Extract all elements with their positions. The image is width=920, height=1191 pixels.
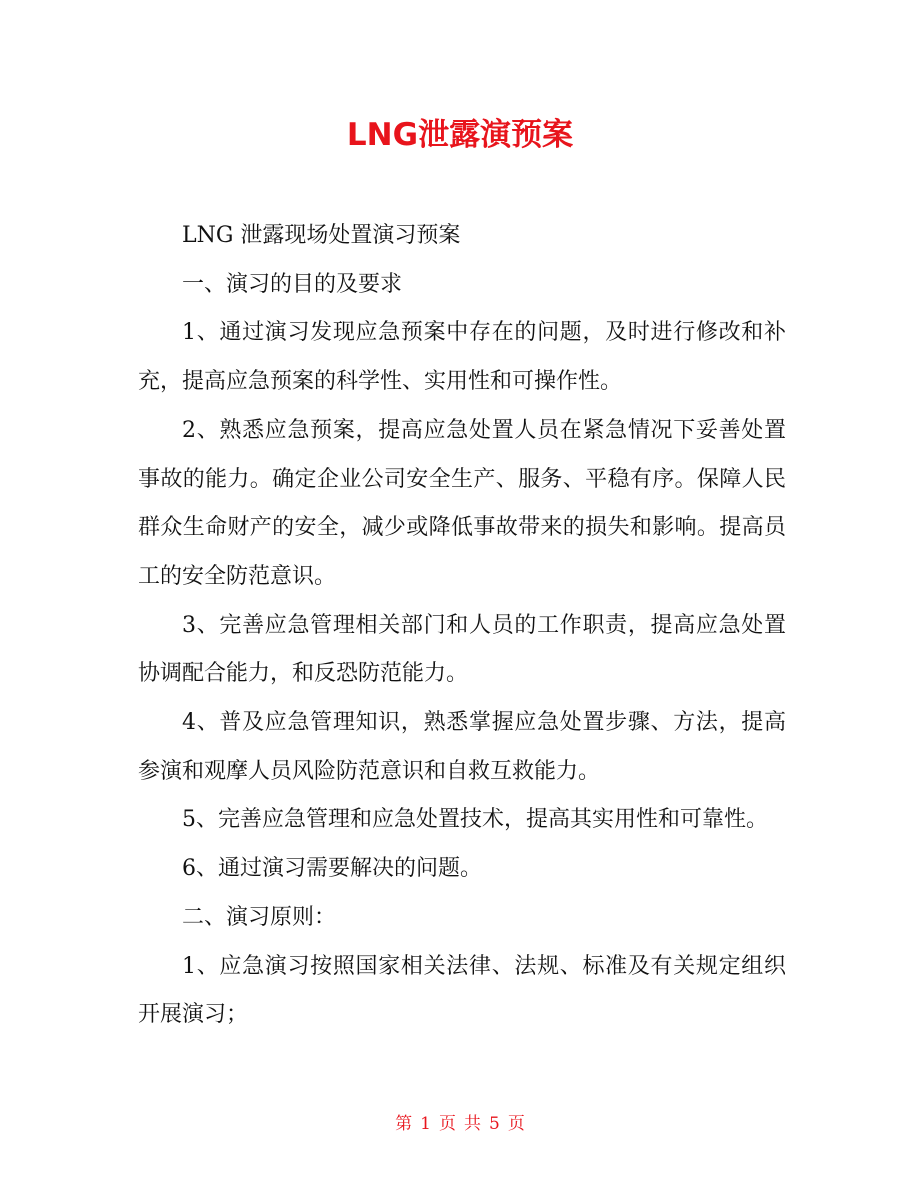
footer-current-page: 1 — [420, 1114, 431, 1134]
footer-label-gong: 共 — [464, 1114, 481, 1134]
paragraph-item-2: 2、熟悉应急预案，提高应急处置人员在紧急情况下妥善处置事故的能力。确定企业公司安全生产、服务、平稳有序。保障人民群众生命财产的安全，减少或降低事故带来的损失和影响。提高员工的安全防范意识。 — [138, 417, 786, 589]
paragraph-section-1-heading: 一、演习的目的及要求 — [182, 271, 403, 297]
footer-label-ye-end: 页 — [507, 1114, 525, 1134]
footer-label-di: 第 — [395, 1114, 413, 1134]
paragraph-item-4: 4、普及应急管理知识，熟悉掌握应急处置步骤、方法，提高参演和观摩人员风险防范意识和自救互救能力。 — [138, 710, 786, 784]
footer-label-ye: 页 — [439, 1114, 456, 1134]
document-title: LNG泄露演预案 — [346, 117, 574, 153]
paragraph-section-2-heading: 二、演习原则： — [182, 904, 337, 930]
paragraph-item-1: 1、通过演习发现应急预案中存在的问题，及时进行修改和补充，提高应急预案的科学性、实用性和可操作性。 — [138, 320, 786, 395]
document-body — [138, 212, 786, 1040]
paragraph-item-3: 3、完善应急管理相关部门和人员的工作职责，提高应急处置协调配合能力，和反恐防范能力。 — [138, 612, 786, 687]
paragraph-item-5: 5、完善应急管理和应急处置技术，提高其实用性和可靠性。 — [182, 807, 768, 833]
footer-total-pages: 5 — [489, 1114, 500, 1134]
paragraph-principle-1: 1、应急演习按照国家相关法律、法规、标准及有关规定组织开展演习； — [138, 953, 786, 1028]
paragraph-subtitle: LNG 泄露现场处置演习预案 — [182, 223, 461, 248]
paragraph-item-6: 6、通过演习需要解决的问题。 — [182, 856, 482, 882]
page-footer — [0, 1110, 920, 1138]
